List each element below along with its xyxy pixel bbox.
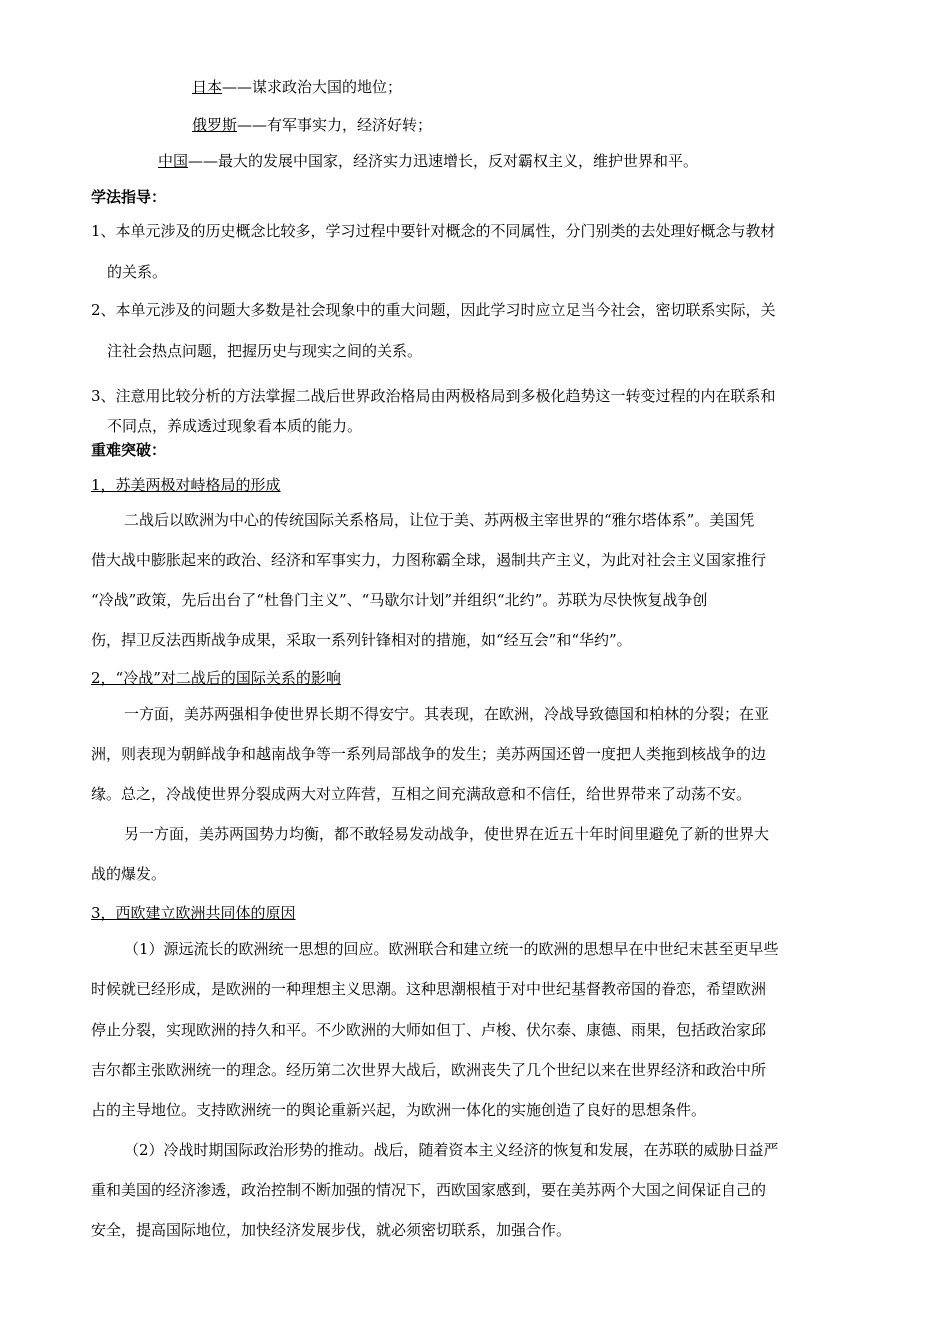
section-3-line: （1）源远流长的欧洲统一思想的回应。欧洲联合和建立统一的欧洲的思想早在中世纪末甚至更早些 (124, 940, 779, 958)
country-line-china (158, 151, 698, 171)
study-guide-heading: 学法指导： (91, 188, 167, 206)
section-3-line: 停止分裂，实现欧洲的持久和平。不少欧洲的大师如但丁、卢梭、伏尔泰、康德、雨果，包括政治家邱 (91, 1021, 767, 1039)
country-line-russia (192, 115, 432, 135)
section-1-line: 伤，捍卫反法西斯战争成果，采取一系列针锋相对的措施，如“经互会”和“华约”。 (91, 631, 632, 649)
section-1-line: “冷战”政策，先后出台了“杜鲁门主义”、“马歇尔计划”并组织“北约”。苏联为尽快恢复战争创 (91, 591, 708, 609)
country-desc: ——最大的发展中国家，经济实力迅速增长，反对霸权主义，维护世界和平。 (188, 152, 699, 170)
key-points-heading: 重难突破： (91, 441, 167, 459)
study-guide-item-2-line-1: 2、本单元涉及的问题大多数是社会现象中的重大问题，因此学习时应立足当今社会，密切联系实际，关 (91, 301, 776, 319)
section-2-line: 缘。总之，冷战使世界分裂成两大对立阵营，互相之间充满敌意和不信任，给世界带来了动荡不安。 (91, 785, 752, 803)
country-desc: ——有军事实力，经济好转； (237, 116, 433, 134)
section-3-line: 安全，提高国际地位，加快经济发展步伐，就必须密切联系，加强合作。 (91, 1221, 572, 1239)
country-desc: ——谋求政治大国的地位； (222, 78, 403, 96)
study-guide-item-1-line-2: 的关系。 (107, 263, 168, 281)
section-2-title: 2，“冷战”对二战后的国际关系的影响 (91, 669, 341, 687)
section-3-line: 时候就已经形成，是欧洲的一种理想主义思潮。这种思潮根植于对中世纪基督教帝国的眷恋，希望欧洲 (91, 980, 767, 998)
section-3-line: （2）冷战时期国际政治形势的推动。战后，随着资本主义经济的恢复和发展，在苏联的威胁日益严 (124, 1141, 779, 1159)
country-name: 中国 (158, 152, 189, 170)
section-3-line: 占的主导地位。支持欧洲统一的舆论重新兴起，为欧洲一体化的实施创造了良好的思想条件。 (91, 1101, 707, 1119)
section-3-line: 吉尔都主张欧洲统一的理念。经历第二次世界大战后，欧洲丧失了几个世纪以来在世界经济和政治中所 (91, 1061, 767, 1079)
study-guide-item-1-line-1: 1、本单元涉及的历史概念比较多，学习过程中要针对概念的不同属性，分门别类的去处理好概念与教材 (91, 222, 776, 240)
section-3-title: 3，西欧建立欧洲共同体的原因 (91, 904, 296, 922)
study-guide-item-3-line-2: 不同点，养成透过现象看本质的能力。 (107, 417, 363, 435)
section-1-title: 1，苏美两极对峙格局的形成 (91, 476, 281, 494)
section-2-line: 一方面，美苏两强相争使世界长期不得安宁。其表现，在欧洲，冷战导致德国和柏林的分裂；在亚 (124, 705, 770, 723)
section-2-line: 战的爆发。 (91, 865, 167, 883)
country-line-japan (192, 77, 402, 97)
section-3-line: 重和美国的经济渗透，政治控制不断加强的情况下，西欧国家感到，要在美苏两个大国之间保证自己的 (91, 1181, 767, 1199)
study-guide-item-3-line-1: 3、注意用比较分析的方法掌握二战后世界政治格局由两极格局到多极化趋势这一转变过程的内在联系和 (91, 387, 776, 405)
country-name: 日本 (192, 78, 223, 96)
country-name: 俄罗斯 (192, 116, 238, 134)
section-1-line: 借大战中膨胀起来的政治、经济和军事实力，力图称霸全球，遏制共产主义，为此对社会主义国家推行 (91, 551, 767, 569)
section-1-line: 二战后以欧洲为中心的传统国际关系格局，让位于美、苏两极主宰世界的“雅尔塔体系”。美国凭 (124, 511, 755, 529)
section-2-line: 洲，则表现为朝鲜战争和越南战争等一系列局部战争的发生；美苏两国还曾一度把人类拖到核战争的边 (91, 745, 767, 763)
section-2-line: 另一方面，美苏两国势力均衡，都不敢轻易发动战争，使世界在近五十年时间里避免了新的世界大 (124, 825, 770, 843)
study-guide-item-2-line-2: 注社会热点问题，把握历史与现实之间的关系。 (107, 342, 423, 360)
